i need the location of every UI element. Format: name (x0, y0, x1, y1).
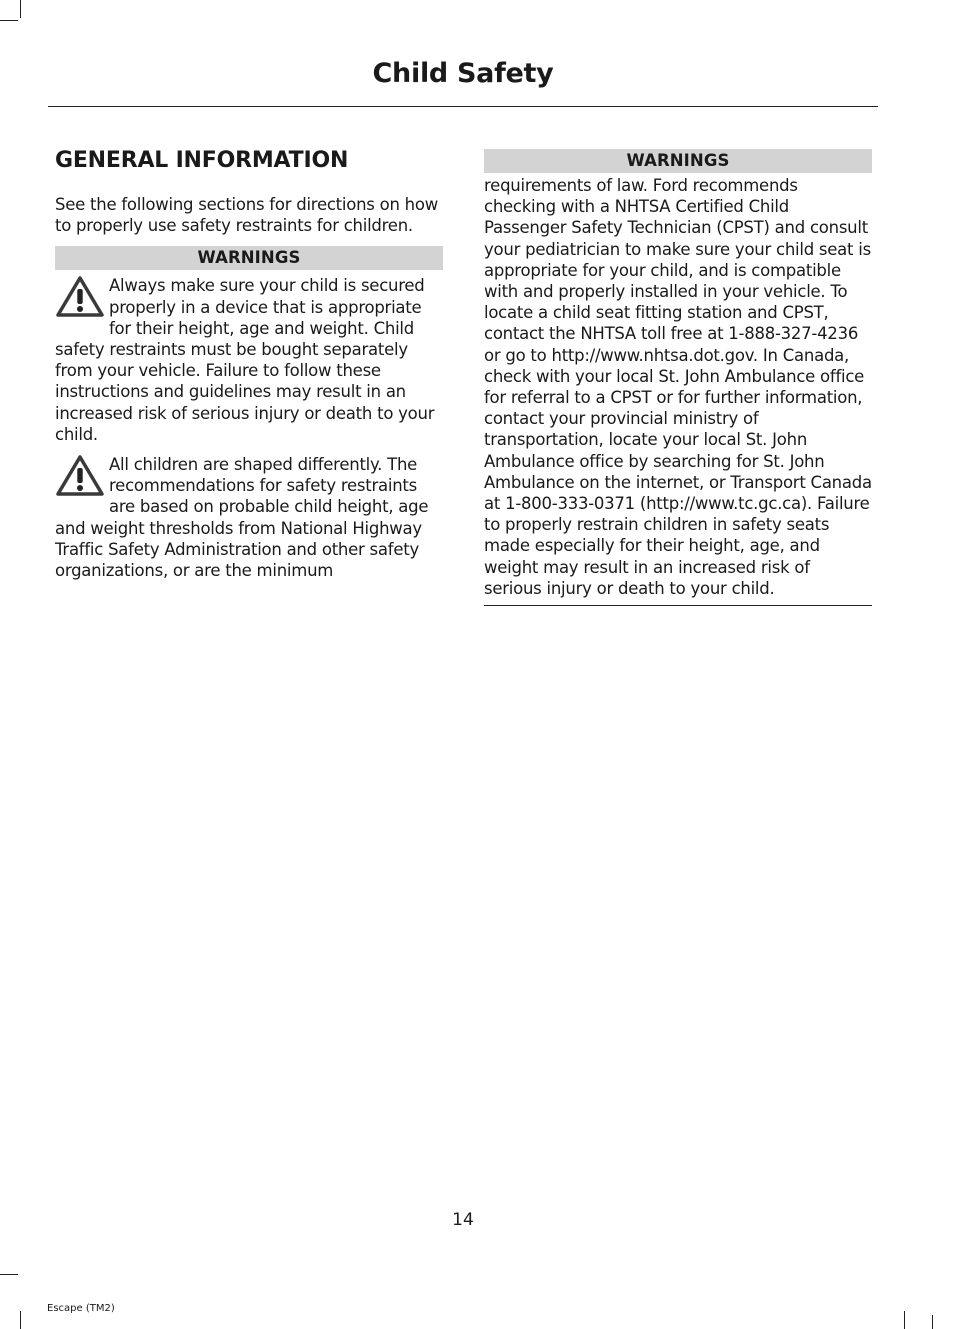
warnings-header: WARNINGS (55, 246, 443, 270)
intro-paragraph: See the following sections for directions on how to properly use safety restraints for children. (55, 195, 438, 236)
warning-end-rule (484, 605, 872, 606)
section-heading: GENERAL INFORMATION (55, 148, 349, 173)
title-rule (48, 106, 878, 107)
crop-mark-bottom-right-vertical-2 (932, 1315, 933, 1329)
right-column (484, 149, 872, 606)
warning-item (55, 454, 443, 581)
crop-mark-top-left-vertical (20, 0, 21, 18)
warning-text: All children are shaped differently. The recommendations for safety restraints are based on probable child height, age and weight thresholds from National Highway Traffic Safety Administration and other safety organizations, or are the minimum (55, 455, 429, 581)
crop-mark-bottom-left-horizontal (0, 1274, 18, 1275)
warning-continued-text: requirements of law. Ford recommends checking with a NHTSA Certified Child Passenger Safety Technician (CPST) and consult your pediatrician to make sure your child seat is appropriate for your child, and is compatible with and properly installed in your vehicle. To locate a child seat fitting station and CPST, contact the NHTSA toll free at 1-888-327-4236 or go to http://www.nhtsa.dot.gov. In Canada, check with your local St. John Ambulance office for referral to a CPST or for further information, contact your provincial ministry of transportation, locate your local St. John Ambulance office by searching for St. John Ambulance on the internet, or Transport Canada at 1-800-333-0371 (http://www.tc.gc.ca). Failure to properly restrain children in safety seats made especially for their height, age, and weight may result in an increased risk of serious injury or death to your child. (484, 176, 872, 598)
crop-mark-top-left-horizontal (0, 20, 18, 21)
warnings-header: WARNINGS (484, 149, 872, 173)
left-column (55, 146, 443, 590)
crop-mark-bottom-right-vertical-1 (904, 1311, 905, 1329)
page-number: 14 (452, 1210, 474, 1230)
warning-triangle-icon (55, 454, 105, 498)
crop-mark-bottom-left-vertical (20, 1311, 21, 1329)
warning-item (55, 275, 443, 445)
chapter-title: Child Safety (372, 58, 554, 89)
warning-text: Always make sure your child is secured properly in a device that is appropriate for their height, age and weight. Child safety restraints must be bought separately from your vehicle. Failure to follow these instructions and guidelines may result in an increased risk of serious injury or death to your child. (55, 276, 435, 444)
footer-label: Escape (TM2) (47, 1303, 115, 1314)
warning-triangle-icon (55, 275, 105, 319)
